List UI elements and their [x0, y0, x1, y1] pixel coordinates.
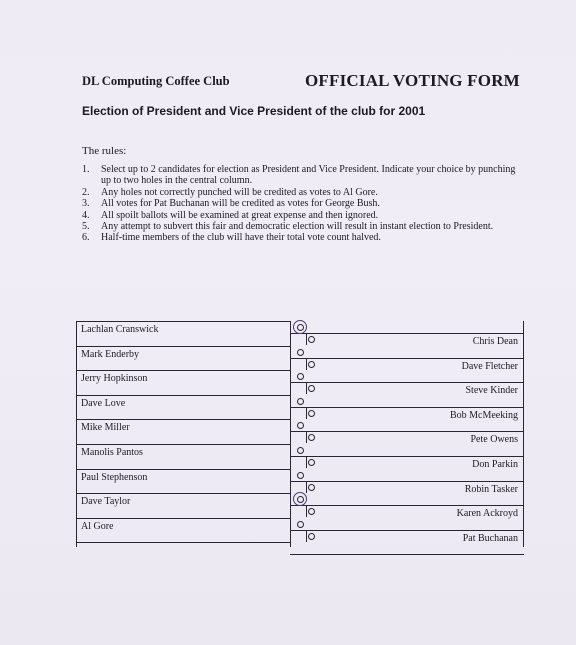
ballot-row-line-right	[290, 431, 524, 432]
club-name: DL Computing Coffee Club	[82, 74, 230, 88]
punch-hole-right[interactable]	[308, 533, 315, 540]
punch-hole-left[interactable]	[297, 472, 304, 479]
ballot-row-line-left	[76, 321, 290, 322]
punch-hole-left[interactable]	[297, 422, 304, 429]
ballot-row-line-left	[76, 395, 290, 396]
rule-item	[82, 164, 522, 187]
punch-hole-right[interactable]	[308, 459, 315, 466]
rule-number: 6.	[82, 232, 90, 244]
candidate-left-name: Mark Enderby	[81, 348, 140, 360]
rules-list	[82, 164, 522, 244]
ballot-row-line-right	[290, 530, 524, 531]
ballot-left-border	[76, 321, 77, 547]
candidate-right-name: Don Parkin	[472, 459, 518, 470]
punch-hole-left[interactable]	[297, 521, 304, 528]
candidate-right-name: Bob McMeeking	[449, 409, 518, 421]
rule-text: Half-time members of the club will have their total vote count halved.	[101, 232, 381, 244]
candidate-left-name: Paul Stephenson	[81, 471, 148, 483]
candidate-left-name: Dave Taylor	[81, 496, 131, 508]
candidate-right-name: Pete Owens	[470, 434, 518, 446]
hole-divider	[306, 382, 307, 394]
ballot-row-line-left	[76, 370, 290, 371]
punched-hole-mark	[293, 320, 307, 334]
candidate-right-name: Chris Dean	[472, 336, 518, 347]
rule-number: 4.	[82, 209, 90, 221]
ballot-row-line-left	[76, 493, 290, 494]
punch-hole-left[interactable]	[297, 447, 304, 454]
ballot-row-line-left	[76, 469, 290, 470]
ballot-row-line-left	[76, 346, 290, 347]
punch-hole-right[interactable]	[308, 336, 315, 343]
election-subtitle: Election of President and Vice President of the club for 2001	[82, 104, 426, 118]
punch-hole-right[interactable]	[308, 385, 315, 392]
hole-divider	[306, 358, 307, 370]
ballot-row-line-right	[290, 554, 524, 555]
hole-divider	[306, 431, 307, 443]
rule-item	[82, 232, 522, 243]
rule-number: 3.	[82, 198, 90, 210]
rule-text: Select up to 2 candidates for election as President and Vice President. Indicate your choice by punching up to two holes in the central column.	[101, 164, 516, 187]
hole-divider	[306, 481, 307, 493]
rule-text: All votes for Pat Buchanan will be credited as votes for George Bush.	[101, 198, 380, 210]
candidate-right-name: Dave Fletcher	[461, 360, 518, 372]
rules-heading: The rules:	[82, 145, 127, 157]
candidate-right-name: Pat Buchanan	[462, 532, 518, 544]
hole-divider	[306, 505, 307, 517]
rule-text: All spoilt ballots will be examined at great expense and then ignored.	[101, 209, 379, 221]
rule-item	[82, 187, 522, 198]
hole-divider	[306, 456, 307, 468]
punch-hole-right[interactable]	[308, 361, 315, 368]
candidate-left-name: Jerry Hopkinson	[81, 373, 148, 385]
rule-item	[82, 221, 522, 232]
punched-hole-mark	[293, 492, 307, 506]
candidate-right-name: Karen Ackroyd	[456, 508, 518, 520]
candidate-left-name: Dave Love	[81, 397, 126, 409]
hole-divider	[306, 333, 307, 345]
ballot-row-line-right	[290, 505, 524, 506]
ballot-row-line-right	[290, 333, 524, 334]
ballot-row-line-right	[290, 407, 524, 408]
candidate-left-name: Manolis Pantos	[81, 447, 143, 458]
punch-hole-right[interactable]	[308, 410, 315, 417]
punch-hole-right[interactable]	[308, 434, 315, 441]
rule-number: 5.	[82, 221, 90, 233]
hole-divider	[306, 407, 307, 419]
rule-number: 1.	[82, 164, 90, 175]
candidate-left-name: Lachlan Cranswick	[81, 324, 159, 335]
punch-hole-left[interactable]	[297, 349, 304, 356]
punch-hole-left[interactable]	[297, 373, 304, 380]
candidate-right-name: Robin Tasker	[464, 483, 518, 495]
punch-hole-left[interactable]	[297, 398, 304, 405]
ballot-row-line-left	[76, 419, 290, 420]
candidate-left-name: Al Gore	[81, 520, 114, 532]
punch-hole-right[interactable]	[308, 484, 315, 491]
ballot-row-line-right	[290, 456, 524, 457]
rule-text: Any attempt to subvert this fair and democratic election will result in instant election to President.	[101, 221, 494, 233]
rule-item	[82, 198, 522, 209]
ballot-row-line-left	[76, 444, 290, 445]
form-title: OFFICIAL VOTING FORM	[305, 71, 520, 90]
candidate-right-name: Steve Kinder	[465, 385, 518, 397]
ballot-center-divider	[290, 321, 291, 547]
ballot-right-border	[523, 321, 524, 547]
ballot-row-line-right	[290, 382, 524, 383]
candidate-left-name: Mike Miller	[81, 422, 130, 434]
punch-hole-right[interactable]	[308, 508, 315, 515]
rule-text: Any holes not correctly punched will be credited as votes to Al Gore.	[101, 186, 378, 198]
ballot-row-line-left	[76, 542, 290, 543]
ballot-row-line-right	[290, 481, 524, 482]
ballot-row-line-left	[76, 518, 290, 519]
ballot-row-line-right	[290, 358, 524, 359]
rule-item	[82, 210, 522, 221]
ballot-grid	[76, 321, 524, 547]
rule-number: 2.	[82, 186, 90, 198]
hole-divider	[306, 530, 307, 542]
